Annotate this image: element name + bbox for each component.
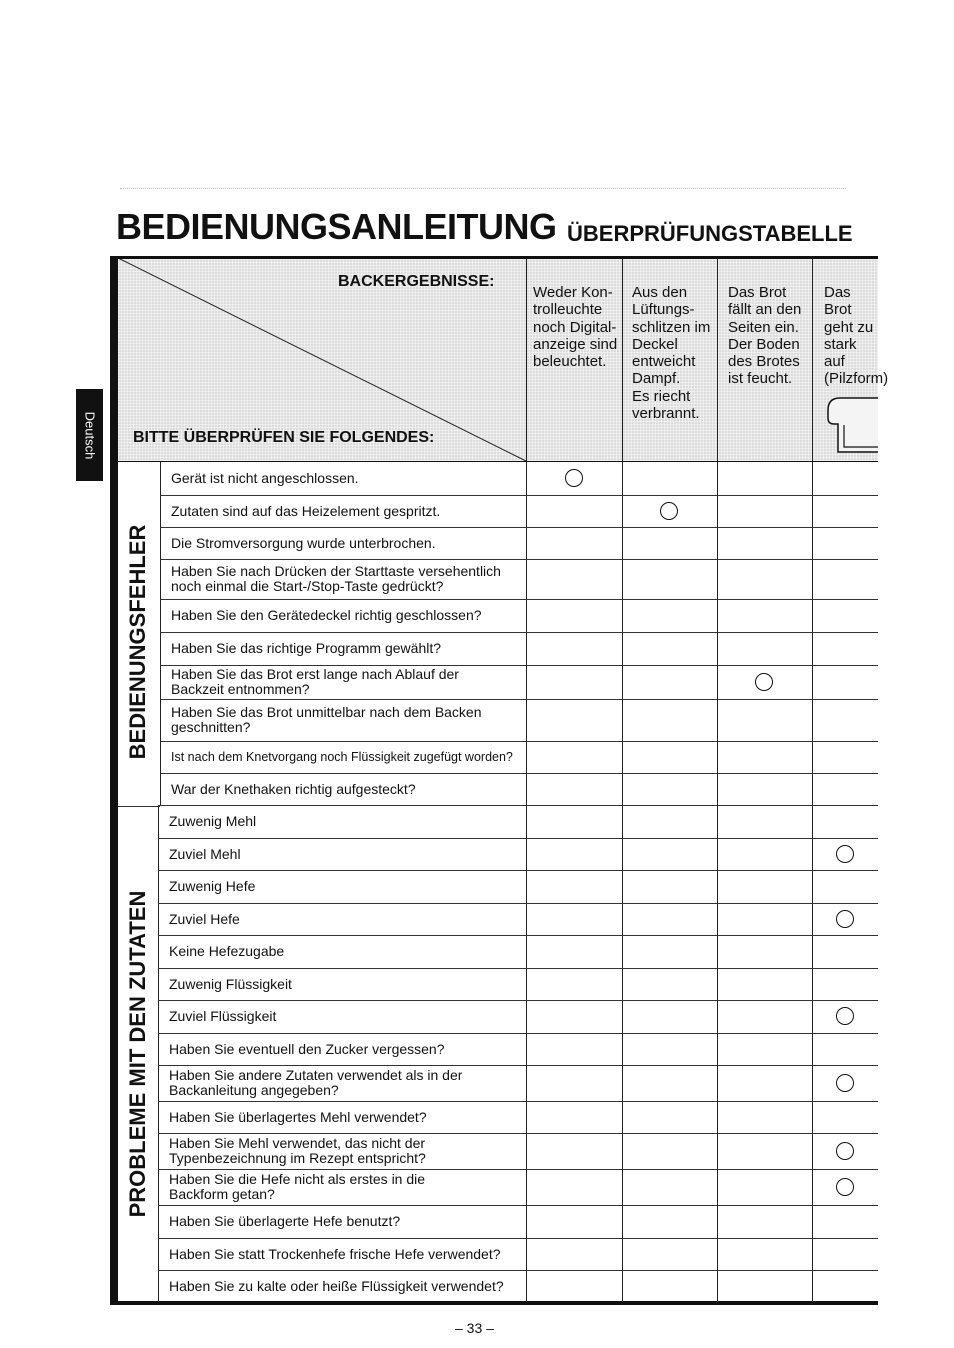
- column-header-4: Das Brot geht zu stark auf (Pilzform): [824, 284, 889, 388]
- table-row-question: Haben Sie die Hefe nicht als erstes in die Backform getan?: [169, 1171, 426, 1202]
- column-divider: [812, 259, 813, 1302]
- table-row-question: Haben Sie nach Drücken der Starttaste versehentlich noch einmal die Start-/Stop-Taste gedrückt?: [171, 563, 501, 594]
- column-divider: [526, 259, 527, 1302]
- table-row-question: Haben Sie den Gerätedeckel richtig geschlossen?: [171, 607, 482, 623]
- table-row-question: Haben Sie Mehl verwendet, das nicht der Typenbezeichnung im Rezept entspricht?: [169, 1135, 426, 1166]
- table-row-question: Zuviel Flüssigkeit: [169, 1008, 277, 1024]
- column-header-3: Das Brot fällt an den Seiten ein. Der Boden des Brotes ist feucht.: [728, 284, 802, 388]
- check-circle-icon: [836, 845, 854, 863]
- table-row-question: Haben Sie das richtige Programm gewählt?: [171, 640, 442, 656]
- column-header-2: Aus den Lüftungs- schlitzen im Deckel entweicht Dampf. Es riecht verbrannt.: [632, 284, 711, 423]
- table-row-question: Die Stromversorgung wurde unterbrochen.: [171, 534, 436, 551]
- table-row-question: Haben Sie statt Trockenhefe frische Hefe verwendet?: [169, 1245, 501, 1262]
- table-row-question: Haben Sie überlagerte Hefe benutzt?: [169, 1213, 401, 1229]
- section-divider: [158, 806, 159, 1302]
- table-row-question: Haben Sie zu kalte oder heiße Flüssigkeit verwendet?: [169, 1277, 504, 1294]
- check-circle-icon: [565, 469, 583, 487]
- check-circle-icon: [660, 502, 678, 520]
- section-label-ingredient-problems: PROBLEME MIT DEN ZUTATEN: [125, 890, 150, 1218]
- table-row-question: Haben Sie das Brot erst lange nach Ablauf der Backzeit entnommen?: [171, 666, 459, 697]
- table-row-question: Gerät ist nicht angeschlossen.: [171, 470, 359, 486]
- check-circle-icon: [755, 673, 773, 691]
- section-label-operating-errors: BEDIENUNGSFEHLER: [125, 524, 150, 760]
- column-divider: [622, 259, 623, 1302]
- language-tab-label: Deutsch: [82, 411, 98, 459]
- page-subtitle: ÜBERPRÜFUNGSTABELLE: [567, 221, 853, 246]
- table-row-question: Haben Sie das Brot unmittelbar nach dem Backen geschnitten?: [171, 704, 482, 735]
- check-circle-icon: [836, 1074, 854, 1092]
- table-row-question: Zutaten sind auf das Heizelement gespritzt.: [171, 502, 441, 519]
- column-header-1: Weder Kon- trolleuchte noch Digital- anzeige sind beleuchtet.: [533, 284, 618, 371]
- page-title: BEDIENUNGSANLEITUNG: [116, 206, 557, 247]
- top-rule: [120, 188, 846, 189]
- results-label: BACKERGEBNISSE:: [338, 273, 495, 290]
- check-circle-icon: [836, 910, 854, 928]
- table-row-question: Zuwenig Hefe: [169, 878, 256, 894]
- table-row-question: Keine Hefezugabe: [169, 943, 285, 959]
- column-divider: [717, 259, 718, 1302]
- table-row-question: Haben Sie eventuell den Zucker vergessen?: [169, 1040, 445, 1057]
- bread-mushroom-icon: [826, 392, 878, 464]
- table-row-question: Zuviel Hefe: [169, 910, 240, 927]
- table-row-question: Haben Sie andere Zutaten verwendet als in der Backanleitung angegeben?: [169, 1067, 463, 1098]
- section-divider: [160, 462, 161, 806]
- table-row-question: Zuwenig Mehl: [169, 813, 257, 829]
- section-separator: [118, 806, 160, 807]
- page-number: – 33 –: [455, 1320, 494, 1336]
- table-top-border: [110, 256, 878, 259]
- table-row-question: Haben Sie überlagertes Mehl verwendet?: [169, 1108, 427, 1125]
- table-row-question: Zuviel Mehl: [169, 845, 241, 862]
- check-circle-icon: [836, 1178, 854, 1196]
- table-row-question: War der Knethaken richtig aufgesteckt?: [171, 780, 416, 797]
- table-row-question: Ist nach dem Knetvorgang noch Flüssigkeit zugefügt worden?: [171, 749, 513, 764]
- table-left-border: [110, 258, 118, 1304]
- check-label: BITTE ÜBERPRÜFEN SIE FOLGENDES:: [133, 429, 435, 446]
- check-circle-icon: [836, 1007, 854, 1025]
- table-row-question: Zuwenig Flüssigkeit: [169, 975, 292, 992]
- language-tab: [76, 389, 103, 481]
- check-circle-icon: [836, 1142, 854, 1160]
